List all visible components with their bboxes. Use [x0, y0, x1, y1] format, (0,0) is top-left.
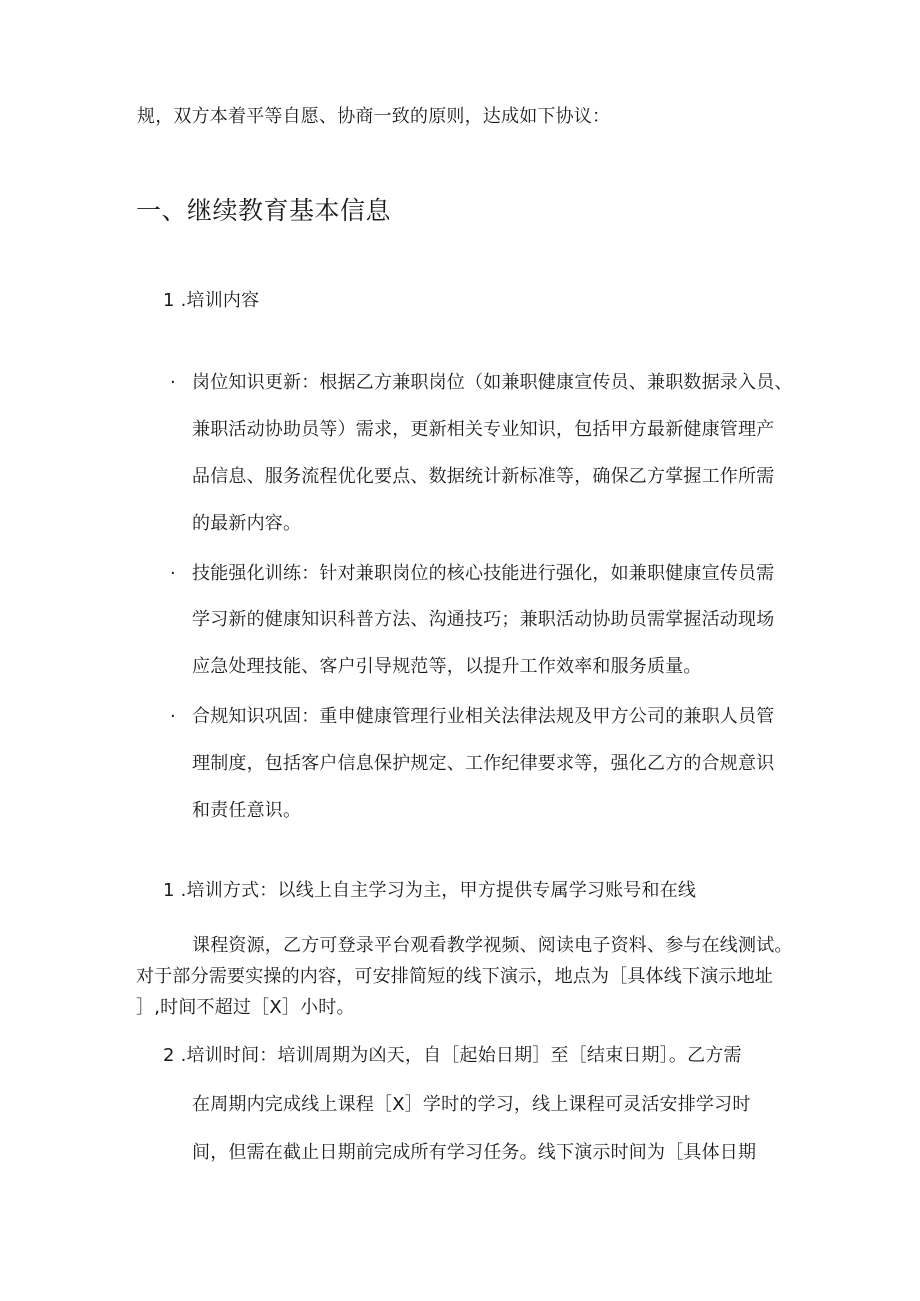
time-line-1: 在周期内完成线上课程［X］学时的学习，线上课程可灵活安排学习时 [192, 1094, 751, 1115]
bullet-1-line-1: 岗位知识更新：根据乙方兼职岗位（如兼职健康宣传员、兼职数据录入员、 [192, 372, 793, 393]
bullet-1-line-2: 兼职活动协助员等）需求，更新相关专业知识，包括甲方最新健康管理产 [192, 419, 775, 440]
item-training-time: 2 .培训时间：培训周期为凶天，自［起始日期］至［结束日期］。乙方需 [163, 1045, 742, 1066]
time-line-2: 间，但需在截止日期前完成所有学习任务。线下演示时间为［具体日期 [192, 1142, 757, 1163]
bullet-3-line-1: 合规知识巩固：重申健康管理行业相关法律法规及甲方公司的兼职人员管 [192, 706, 775, 727]
section-title: 一、继续教育基本信息 [136, 196, 392, 225]
bullet-3-line-3: 和责任意识。 [192, 800, 302, 821]
bullet-3-line-2: 理制度，包括客户信息保护规定、工作纪律要求等，强化乙方的合规意识 [192, 753, 775, 774]
bullet-marker: · [170, 706, 176, 727]
bullet-1-line-3: 品信息、服务流程优化要点、数据统计新标准等，确保乙方掌握工作所需 [192, 466, 775, 487]
intro-paragraph: 规，双方本着平等自愿、协商一致的原则，达成如下协议： [137, 106, 611, 127]
bullet-2-line-3: 应急处理技能、客户引导规范等，以提升工作效率和服务质量。 [192, 656, 702, 677]
bullet-2-line-2: 学习新的健康知识科普方法、沟通技巧；兼职活动协助员需掌握活动现场 [192, 609, 775, 630]
bullet-marker: · [170, 372, 176, 393]
item-training-content: 1 .培训内容 [163, 290, 260, 311]
bullet-1-line-4: 的最新内容。 [192, 513, 302, 534]
method-line-2: 对于部分需要实操的内容，可安排简短的线下演示，地点为［具体线下演示地址 [136, 966, 773, 987]
method-line-1: 课程资源，乙方可登录平台观看教学视频、阅读电子资料、参与在线测试。 [192, 935, 793, 956]
method-line-3: ］,时间不超过［X］小时。 [136, 997, 355, 1018]
bullet-marker: · [170, 563, 176, 584]
item-training-method: 1 .培训方式：以线上自主学习为主，甲方提供专属学习账号和在线 [163, 880, 697, 901]
bullet-2-line-1: 技能强化训练：针对兼职岗位的核心技能进行强化，如兼职健康宣传员需 [192, 563, 775, 584]
